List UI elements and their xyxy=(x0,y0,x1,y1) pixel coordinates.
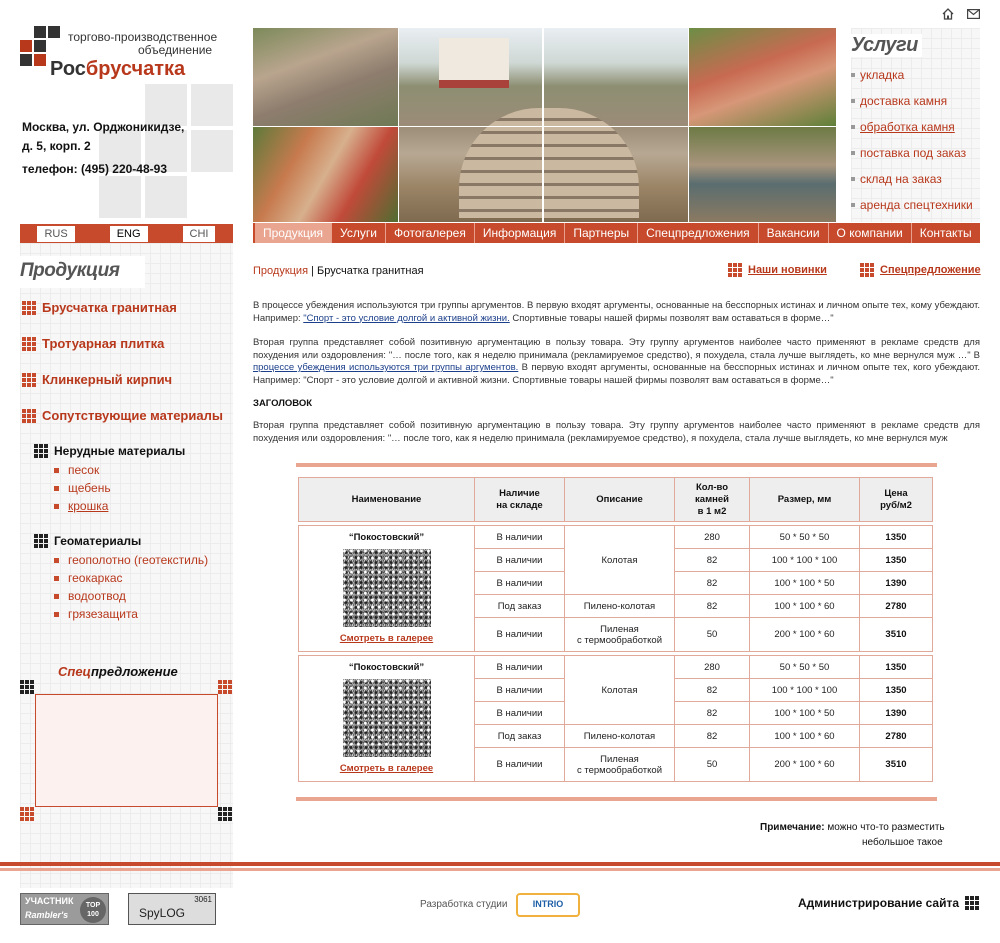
stock-cell: Под заказ xyxy=(475,725,565,748)
products-title: Продукция xyxy=(20,256,145,288)
price-cell: 1350 xyxy=(860,679,933,702)
nav-gallery[interactable]: Фотогалерея xyxy=(386,223,475,243)
service-warehouse[interactable]: склад на заказ xyxy=(851,172,942,186)
lang-chi[interactable]: CHI xyxy=(183,226,216,242)
qty-cell: 82 xyxy=(675,702,750,725)
description-cell: Пиленая с термообработкой xyxy=(565,748,675,782)
description-cell: Колотая xyxy=(565,656,675,725)
granite-sample-image[interactable] xyxy=(343,679,431,757)
bullet-icon xyxy=(54,594,59,599)
special-offer-title: Спецпредложение xyxy=(58,664,178,679)
category-sidewalk-tiles[interactable]: Тротуарная плитка xyxy=(22,336,164,351)
description-cell: Пилено-колотая xyxy=(565,725,675,748)
subitem-geocell[interactable]: геокаркас xyxy=(54,571,123,585)
stock-cell: Под заказ xyxy=(475,595,565,618)
price-cell: 1350 xyxy=(860,526,933,549)
bullet-icon xyxy=(851,151,855,155)
table-row xyxy=(299,656,933,679)
stock-cell: В наличии xyxy=(475,679,565,702)
paragraph-1: В процессе убеждения используются три группы аргументов. В первую входят аргументы, основанные на бесспорных истинах и личном опыте тех, кому убеждают. Например: "Спорт - это условие долгой и активной жизни. Спортивные товары нашей фирмы позволят вам оставаться в форме…" xyxy=(253,300,980,324)
squares-icon xyxy=(34,534,48,548)
table-header-row xyxy=(299,478,933,522)
nav-contacts[interactable]: Контакты xyxy=(919,226,972,240)
photo-pond xyxy=(689,127,836,222)
description-cell: Пилено-колотая xyxy=(565,595,675,618)
decor-square xyxy=(145,176,187,218)
nav-vacancies[interactable]: Вакансии xyxy=(759,223,829,243)
brand-name: Росбрусчатка xyxy=(50,58,186,80)
stock-cell: В наличии xyxy=(475,549,565,572)
bullet-icon xyxy=(851,99,855,103)
service-delivery[interactable]: доставка камня xyxy=(851,94,947,108)
granite-sample-image[interactable] xyxy=(343,549,431,627)
price-cell: 2780 xyxy=(860,595,933,618)
bullet-icon xyxy=(54,576,59,581)
bullet-icon xyxy=(54,486,59,491)
squares-icon xyxy=(728,263,742,277)
qty-cell: 50 xyxy=(675,618,750,652)
stock-cell: В наличии xyxy=(475,702,565,725)
price-cell: 1350 xyxy=(860,549,933,572)
qty-cell: 50 xyxy=(675,748,750,782)
stock-cell: В наличии xyxy=(475,748,565,782)
logo-square xyxy=(20,54,32,66)
service-equipment-rent[interactable]: аренда спецтехники xyxy=(851,198,973,212)
size-cell: 100 * 100 * 50 xyxy=(750,572,860,595)
admin-link[interactable]: Администрирование сайта xyxy=(798,896,979,910)
rambler-top100-badge[interactable]: УЧАСТНИК Rambler's TOP 100 xyxy=(20,893,109,925)
corner-icon xyxy=(218,680,232,694)
language-bar xyxy=(20,224,233,243)
link-special-offer[interactable]: Спецпредложение xyxy=(860,263,981,277)
nav-partners[interactable]: Партнеры xyxy=(565,223,638,243)
photo-red-paving xyxy=(689,28,836,126)
logo-square xyxy=(34,54,46,66)
breadcrumb-current: Брусчатка гранитная xyxy=(317,265,424,277)
product-cell xyxy=(299,526,475,652)
lang-rus[interactable]: RUS xyxy=(37,226,74,242)
nav-about[interactable]: О компании xyxy=(829,223,912,243)
category-granite-paving[interactable]: Брусчатка гранитная xyxy=(22,300,177,315)
services-title: Услуги xyxy=(851,34,922,57)
description-cell: Пиленая с термообработкой xyxy=(565,618,675,652)
inline-link[interactable]: "Спорт - это условие долгой и активной жизни. xyxy=(303,312,510,324)
size-cell: 200 * 100 * 60 xyxy=(750,618,860,652)
nav-special-offers[interactable]: Спецпредложения xyxy=(638,223,759,243)
nav-info[interactable]: Информация xyxy=(475,223,565,243)
bullet-icon xyxy=(54,558,59,563)
subitem-drainage[interactable]: водоотвод xyxy=(54,589,126,603)
subgroup-nonmetallic[interactable]: Нерудные материалы xyxy=(34,444,185,458)
studio-credit: Разработка студии xyxy=(420,899,508,910)
address: Москва, ул. Орджоникидзе, д. 5, корп. 2 xyxy=(22,120,185,153)
col-header: Размер, мм xyxy=(750,478,860,522)
photo-paving-pattern xyxy=(253,28,398,126)
price-cell: 1350 xyxy=(860,656,933,679)
bullet-icon xyxy=(54,612,59,617)
stock-cell: В наличии xyxy=(475,656,565,679)
squares-icon xyxy=(22,373,36,387)
main-nav xyxy=(253,223,980,243)
inline-link[interactable]: процессе убеждения используются три группы аргументов. xyxy=(253,362,519,373)
price-table xyxy=(298,477,933,782)
size-cell: 100 * 100 * 50 xyxy=(750,702,860,725)
intrio-logo[interactable]: INTRIO xyxy=(516,893,580,917)
squares-icon xyxy=(22,337,36,351)
stock-cell: В наличии xyxy=(475,526,565,549)
decor-square xyxy=(99,176,141,218)
squares-icon xyxy=(22,301,36,315)
logo[interactable] xyxy=(20,26,235,82)
paragraph-2: Вторая группа представляет собой позитивную аргументацию в пользу товара. Эту группу аргументов наиболее часто применяют в рекламе средств для похудения или оздоровления: "… после того, как я неделю принимала (рекламируемое средство), я похудела, стала лучше выглядеть, ко мне вернулся муж …" В процессе убеждения используются три группы аргументов. В первую входят аргументы, основанные на бесспорных истинах и личном опыте тех, кого убеждают. Например: "Спорт - это условие долгой и активной жизни. Спортивные товары нашей фирмы позволят вам оставаться в форме…" xyxy=(253,337,980,386)
link-news[interactable]: Наши новинки xyxy=(728,263,827,277)
logo-tagline: торгово-производственное xyxy=(68,30,218,44)
size-cell: 100 * 100 * 100 xyxy=(750,549,860,572)
stock-cell: В наличии xyxy=(475,618,565,652)
price-cell: 1390 xyxy=(860,572,933,595)
subitem-dirt-protection[interactable]: грязезащита xyxy=(54,607,138,621)
description-cell: Колотая xyxy=(565,526,675,595)
breadcrumb-parent[interactable]: Продукция xyxy=(253,265,309,277)
table-note: Примечание: можно что-то разместить небольшое такое xyxy=(760,822,945,848)
col-header: Наименование xyxy=(299,478,475,522)
breadcrumb: Продукция | Брусчатка гранитная xyxy=(253,265,424,277)
subitem-crumb[interactable]: крошка xyxy=(54,499,108,513)
col-header: Кол-во камней в 1 м2 xyxy=(675,478,750,522)
special-offer-box[interactable] xyxy=(35,694,218,807)
gallery-link[interactable]: Смотреть в галерее xyxy=(339,763,434,774)
spylog-counter[interactable]: SpyLOG 3061 xyxy=(128,893,216,925)
size-cell: 50 * 50 * 50 xyxy=(750,656,860,679)
size-cell: 100 * 100 * 60 xyxy=(750,725,860,748)
bullet-icon xyxy=(851,73,855,77)
logo-square xyxy=(20,40,32,52)
subitem-gravel[interactable]: щебень xyxy=(54,481,111,495)
product-cell xyxy=(299,656,475,782)
qty-cell: 82 xyxy=(675,595,750,618)
gallery-link[interactable]: Смотреть в галерее xyxy=(339,633,434,644)
squares-icon xyxy=(22,409,36,423)
qty-cell: 82 xyxy=(675,549,750,572)
logo-tagline: объединение xyxy=(138,43,213,57)
service-custom-supply[interactable]: поставка под заказ xyxy=(851,146,966,160)
paragraph-3: Вторая группа представляет собой позитивную аргументацию в пользу товара. Эту группу аргументов наиболее часто применяют в рекламе средств для похудения или оздоровления: "… после того, как я неделю принимала (рекламируемое средство), я похудела, стала лучше выглядеть, ко мне вернулся муж xyxy=(253,420,980,444)
photo-garden-path xyxy=(253,127,398,222)
stock-cell: В наличии xyxy=(475,572,565,595)
footer-divider xyxy=(0,868,1000,871)
category-related-materials[interactable]: Сопутствующие материалы xyxy=(22,408,223,423)
product-name: “Покостовский” xyxy=(348,532,425,543)
mail-icon[interactable] xyxy=(967,9,980,19)
product-name: “Покостовский” xyxy=(348,662,425,673)
col-header: Цена руб/м2 xyxy=(860,478,933,522)
squares-icon xyxy=(34,444,48,458)
phone: телефон: (495) 220-48-93 xyxy=(22,162,167,176)
price-cell: 2780 xyxy=(860,725,933,748)
corner-icon xyxy=(20,680,34,694)
service-laying[interactable]: укладка xyxy=(851,68,904,82)
bullet-icon xyxy=(851,177,855,181)
qty-cell: 82 xyxy=(675,679,750,702)
bullet-icon xyxy=(851,125,855,129)
col-header: Наличие на складе xyxy=(475,478,565,522)
logo-square xyxy=(48,26,60,38)
content-heading: ЗАГОЛОВОК xyxy=(253,398,313,409)
price-cell: 1390 xyxy=(860,702,933,725)
home-icon[interactable] xyxy=(942,8,954,20)
subgroup-geomaterials[interactable]: Геоматериалы xyxy=(34,534,141,548)
corner-icon xyxy=(20,807,34,821)
col-header: Описание xyxy=(565,478,675,522)
size-cell: 100 * 100 * 100 xyxy=(750,679,860,702)
service-processing[interactable]: обработка камня xyxy=(851,120,955,134)
qty-cell: 82 xyxy=(675,572,750,595)
qty-cell: 280 xyxy=(675,526,750,549)
price-cell: 3510 xyxy=(860,748,933,782)
size-cell: 50 * 50 * 50 xyxy=(750,526,860,549)
price-table-frame xyxy=(296,463,937,801)
size-cell: 100 * 100 * 60 xyxy=(750,595,860,618)
footer-divider xyxy=(0,862,1000,866)
table-row xyxy=(299,526,933,549)
bullet-icon xyxy=(54,468,59,473)
subitem-geotextile[interactable]: геополотно (геотекстиль) xyxy=(54,553,208,567)
lang-eng[interactable]: ENG xyxy=(110,226,148,242)
category-clinker-brick[interactable]: Клинкерный кирпич xyxy=(22,372,172,387)
photo-mosaic xyxy=(253,28,836,222)
decor-square xyxy=(191,84,233,126)
squares-icon xyxy=(860,263,874,277)
logo-square xyxy=(34,40,46,52)
corner-icon xyxy=(218,807,232,821)
bullet-icon xyxy=(851,203,855,207)
subitem-sand[interactable]: песок xyxy=(54,463,99,477)
price-cell: 3510 xyxy=(860,618,933,652)
bullet-icon xyxy=(54,504,59,509)
nav-products[interactable]: Продукция xyxy=(255,223,332,243)
nav-services[interactable]: Услуги xyxy=(332,223,386,243)
photo-stone-stairs xyxy=(399,28,688,222)
size-cell: 200 * 100 * 60 xyxy=(750,748,860,782)
decor-square xyxy=(191,130,233,172)
squares-icon xyxy=(965,896,979,910)
qty-cell: 82 xyxy=(675,725,750,748)
logo-square xyxy=(34,26,46,38)
qty-cell: 280 xyxy=(675,656,750,679)
